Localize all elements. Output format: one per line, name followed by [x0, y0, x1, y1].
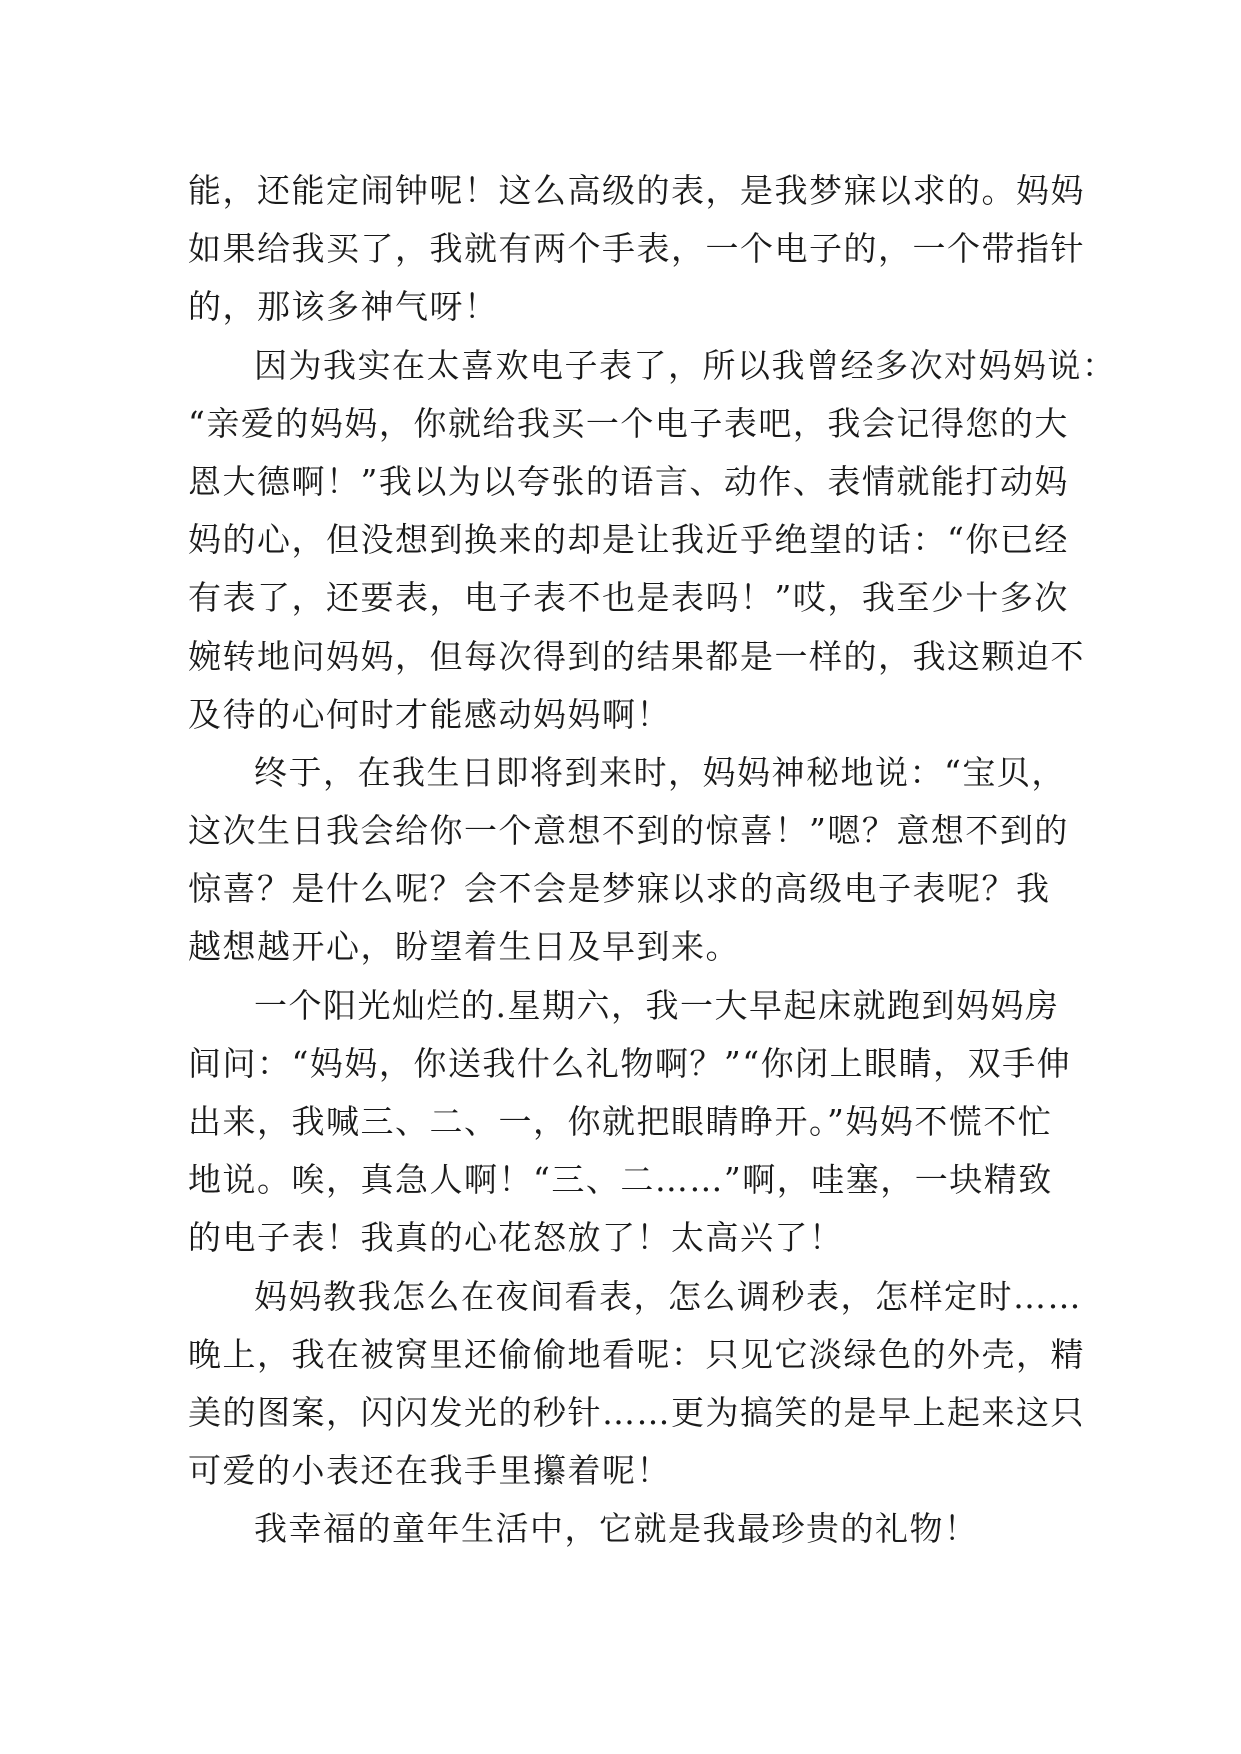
text-line: 美的图案，闪闪发光的秒针……更为搞笑的是早上起来这只: [188, 1392, 1085, 1432]
text-line: 越想越开心，盼望着生日及早到来。: [188, 927, 740, 967]
text-line: 有表了，还要表，电子表不也是表吗！”哎，我至少十多次: [188, 578, 1069, 618]
paragraph-start-line: 我幸福的童年生活中，它就是我最珍贵的礼物！: [254, 1509, 979, 1549]
text-line: 惊喜？是什么呢？会不会是梦寐以求的高级电子表呢？我: [188, 869, 1051, 909]
paragraph-start-line: 妈妈教我怎么在夜间看表，怎么调秒表，怎样定时……: [254, 1276, 1082, 1316]
text-line: 能，还能定闹钟呢！这么高级的表，是我梦寐以求的。妈妈: [188, 171, 1085, 210]
text-line: 这次生日我会给你一个意想不到的惊喜！”嗯？意想不到的: [188, 811, 1069, 851]
text-line: 妈的心，但没想到换来的却是让我近乎绝望的话：“你已经: [188, 520, 1069, 560]
paragraph-start-line: 因为我实在太喜欢电子表了，所以我曾经多次对妈妈说：: [254, 345, 1117, 385]
text-line: 间问：“妈妈，你送我什么礼物啊？”“你闭上眼睛，双手伸: [188, 1043, 1072, 1083]
text-line: 恩大德啊！”我以为以夸张的语言、动作、表情就能打动妈: [188, 461, 1069, 501]
text-line: 晚上，我在被窝里还偷偷地看呢：只见它淡绿色的外壳，精: [188, 1334, 1085, 1374]
paragraph-start-line: 终于，在我生日即将到来时，妈妈神秘地说：“宝贝，: [254, 752, 1066, 792]
text-line: 的电子表！我真的心花怒放了！太高兴了！: [188, 1218, 844, 1258]
text-line: 及待的心何时才能感动妈妈啊！: [188, 694, 671, 734]
text-line: 出来，我喊三、二、一，你就把眼睛睁开。”妈妈不慌不忙: [188, 1102, 1053, 1141]
document-page: [188, 162, 1117, 1559]
text-line: 可爱的小表还在我手里攥着呢！: [188, 1451, 671, 1491]
paragraph-start-line: 一个阳光灿烂的.星期六，我一大早起床就跑到妈妈房: [254, 985, 1060, 1025]
text-line: 如果给我买了，我就有两个手表，一个电子的，一个带指针: [188, 229, 1085, 269]
text-line: 婉转地问妈妈，但每次得到的结果都是一样的，我这颗迫不: [188, 636, 1085, 676]
text-line: 的，那该多神气呀！: [188, 287, 499, 327]
text-line: 地说。唉，真急人啊！“三、二……”啊，哇塞，一块精致: [188, 1160, 1053, 1200]
text-line: “亲爱的妈妈，你就给我买一个电子表吧，我会记得您的大: [188, 403, 1069, 443]
